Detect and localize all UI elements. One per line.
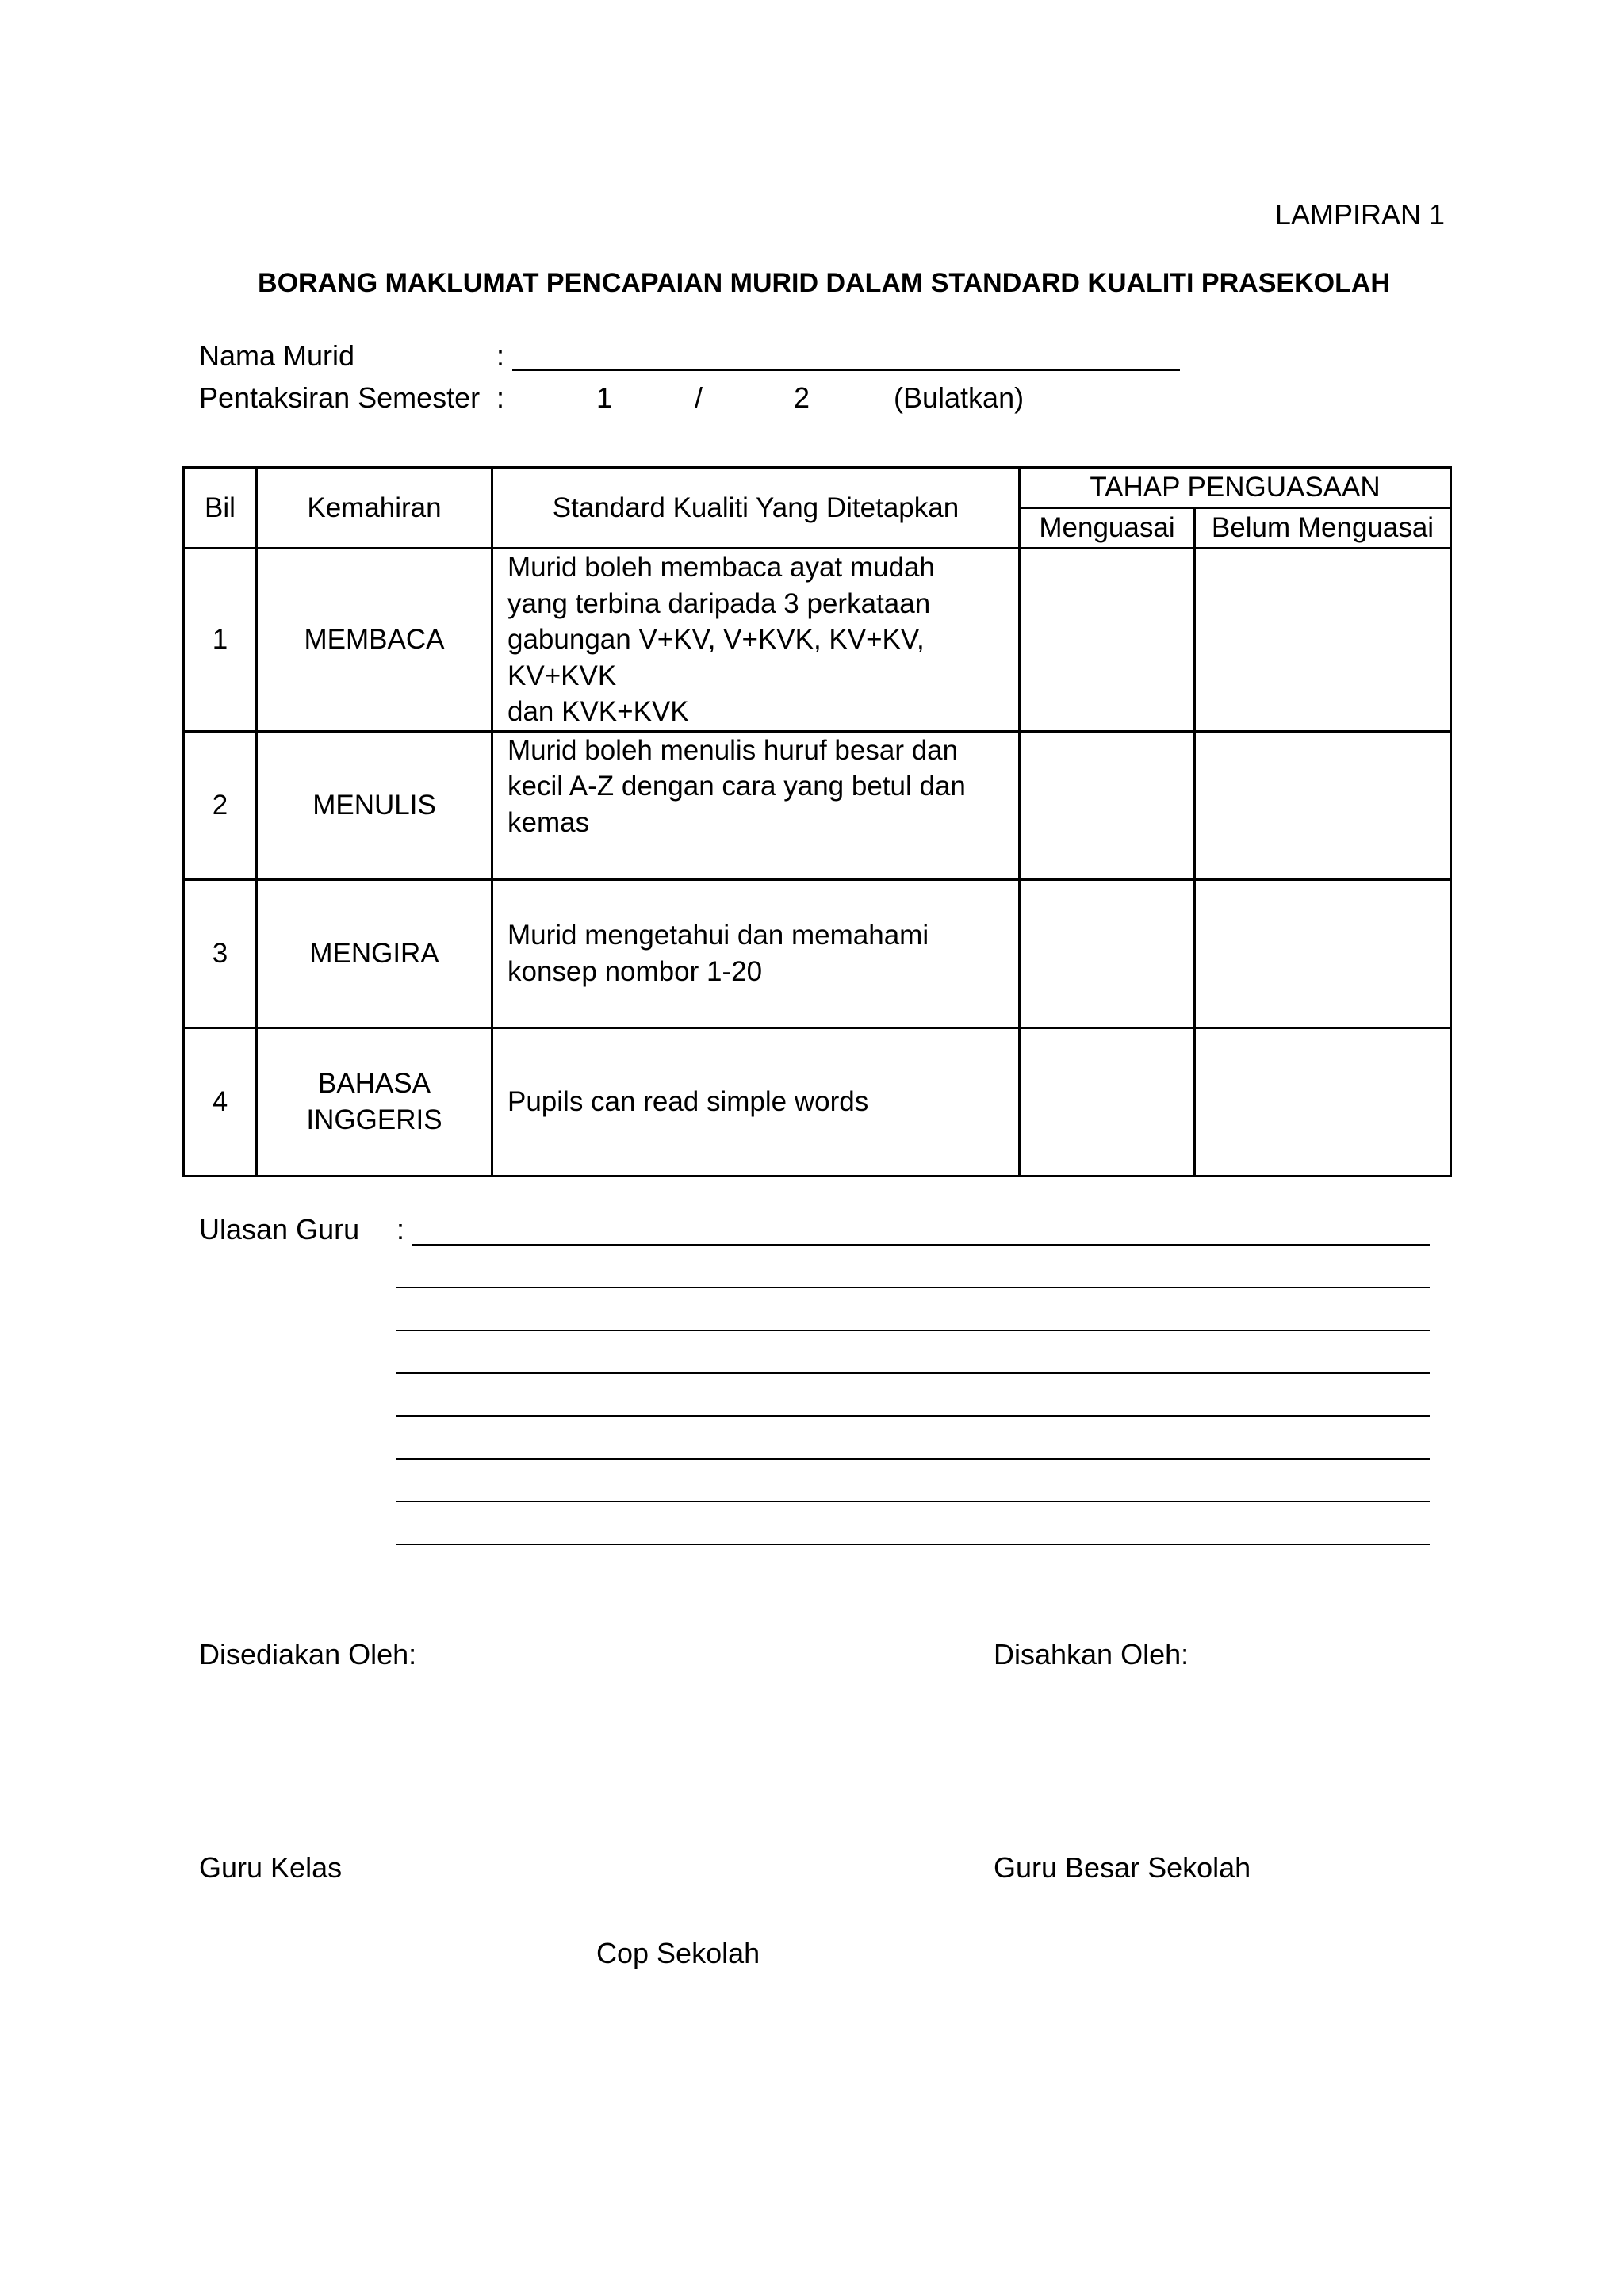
header-kemahiran: Kemahiran (257, 468, 492, 549)
belum-menguasai-cell[interactable] (1195, 731, 1451, 879)
row-standard: Murid mengetahui dan memahami konsep nombor 1-20 (492, 879, 1020, 1027)
menguasai-cell[interactable] (1020, 1027, 1195, 1176)
table-row (184, 879, 1451, 1027)
remarks-label: Ulasan Guru (199, 1213, 360, 1246)
semester-colon: : (496, 381, 505, 414)
menguasai-cell[interactable] (1020, 731, 1195, 879)
remarks-line[interactable] (412, 1244, 1430, 1246)
semester-label: Pentaksiran Semester (199, 381, 481, 414)
approved-by-label: Disahkan Oleh: (994, 1638, 1189, 1670)
semester-instruction: (Bulatkan) (894, 381, 1025, 414)
header-tahap-penguasaan: TAHAP PENGUASAAN (1020, 468, 1451, 508)
menguasai-cell[interactable] (1020, 879, 1195, 1027)
remarks-line[interactable] (396, 1544, 1430, 1545)
belum-menguasai-cell[interactable] (1195, 1027, 1451, 1176)
student-name-label: Nama Murid (199, 339, 355, 372)
remarks-line[interactable] (396, 1415, 1430, 1417)
row-kemahiran: MENGIRA (257, 879, 492, 1027)
achievement-table (182, 466, 1452, 1177)
semester-option-2[interactable]: 2 (794, 381, 810, 414)
student-name-line[interactable] (512, 369, 1180, 371)
school-stamp-label: Cop Sekolah (596, 1937, 760, 1969)
remarks-line[interactable] (396, 1372, 1430, 1374)
remarks-line[interactable] (396, 1287, 1430, 1288)
row-kemahiran: MENULIS (257, 731, 492, 879)
row-bil: 3 (184, 879, 257, 1027)
annex-label: LAMPIRAN 1 (1274, 198, 1445, 231)
headmaster-label: Guru Besar Sekolah (994, 1851, 1251, 1884)
row-standard: Murid boleh menulis huruf besar dan kecil A-Z dengan cara yang betul dan kemas (492, 731, 1020, 879)
header-bil: Bil (184, 468, 257, 549)
row-bil: 4 (184, 1027, 257, 1176)
remarks-line[interactable] (396, 1458, 1430, 1460)
class-teacher-label: Guru Kelas (199, 1851, 343, 1884)
remarks-line[interactable] (396, 1330, 1430, 1331)
header-standard: Standard Kualiti Yang Ditetapkan (492, 468, 1020, 549)
remarks-colon: : (396, 1213, 405, 1246)
student-name-colon: : (496, 339, 505, 372)
row-kemahiran: BAHASA INGGERIS (257, 1027, 492, 1176)
row-bil: 1 (184, 549, 257, 732)
belum-menguasai-cell[interactable] (1195, 879, 1451, 1027)
belum-menguasai-cell[interactable] (1195, 549, 1451, 732)
row-bil: 2 (184, 731, 257, 879)
prepared-by-label: Disediakan Oleh: (199, 1638, 417, 1670)
table-row (184, 731, 1451, 879)
header-belum-menguasai: Belum Menguasai (1195, 508, 1451, 549)
semester-separator: / (695, 381, 703, 414)
header-menguasai: Menguasai (1020, 508, 1195, 549)
form-title: BORANG MAKLUMAT PENCAPAIAN MURID DALAM STANDARD KUALITI PRASEKOLAH (258, 268, 1390, 298)
remarks-line[interactable] (396, 1501, 1430, 1502)
table-row (184, 549, 1451, 732)
row-kemahiran: MEMBACA (257, 549, 492, 732)
menguasai-cell[interactable] (1020, 549, 1195, 732)
row-standard: Pupils can read simple words (492, 1027, 1020, 1176)
semester-option-1[interactable]: 1 (596, 381, 613, 414)
table-row (184, 1027, 1451, 1176)
row-standard: Murid boleh membaca ayat mudah yang terbina daripada 3 perkataan gabungan V+KV, V+KVK, KV+KV, KV+KVK dan KVK+KVK (492, 549, 1020, 732)
